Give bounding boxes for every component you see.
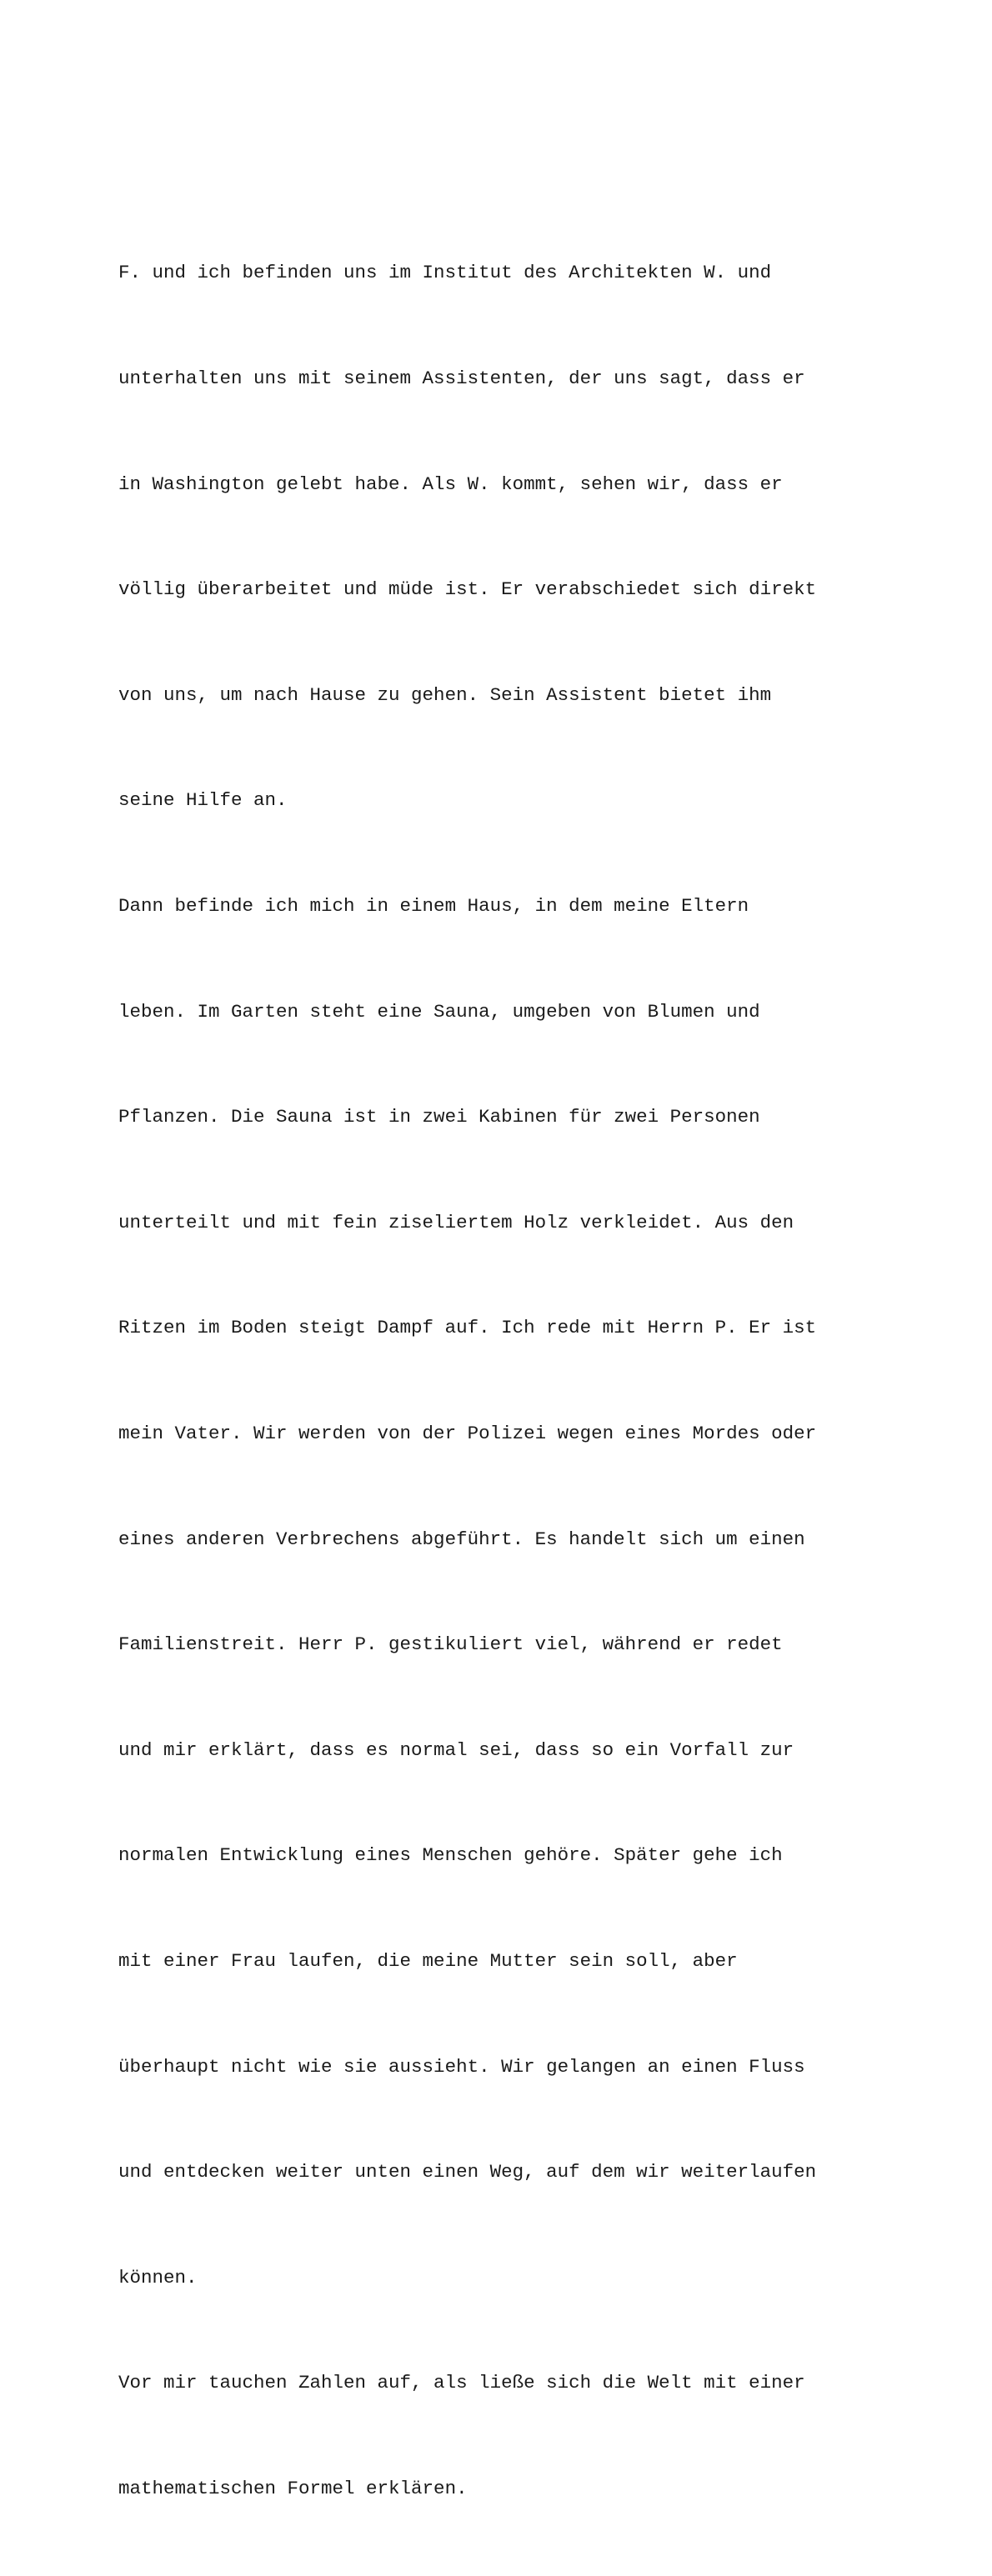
text-line: seine Hilfe an. (118, 789, 288, 812)
text-line: von uns, um nach Hause zu gehen. Sein Assistent bietet ihm (118, 683, 772, 706)
text-line: Pflanzen. Die Sauna ist in zwei Kabinen für zwei Personen (118, 1106, 760, 1128)
text-line: normalen Entwicklung eines Menschen gehöre. Später gehe ich (118, 1844, 783, 1867)
text-line: unterhalten uns mit seinem Assistenten, der uns sagt, dass er (118, 368, 805, 389)
text-line: und entdecken weiter unten einen Weg, auf dem wir weiterlaufen (118, 2161, 817, 2183)
text-line: unterteilt und mit fein ziseliertem Holz verkleidet. Aus den (118, 1211, 794, 1233)
text-line: und mir erklärt, dass es normal sei, dass so ein Vorfall zur (118, 1738, 794, 1761)
text-line: Familienstreit. Herr P. gestikuliert viel, während er redet (118, 1633, 783, 1656)
text-line: mit einer Frau laufen, die meine Mutter sein soll, aber (118, 1949, 738, 1972)
text-line: eines anderen Verbrechens abgeführt. Es handelt sich um einen (118, 1528, 805, 1550)
text-line: F. und ich befinden uns im Institut des Architekten W. und (118, 262, 772, 284)
text-line: können. (118, 2266, 198, 2288)
text-line: mein Vater. Wir werden von der Polizei wegen eines Mordes oder (118, 1422, 817, 1444)
text-line: mathematischen Formel erklären. (118, 2477, 468, 2499)
text-line: völlig überarbeitet und müde ist. Er verabschiedet sich direkt (118, 578, 817, 601)
document-body-text (118, 185, 885, 2576)
text-line: in Washington gelebt habe. Als W. kommt, sehen wir, dass er (118, 473, 783, 495)
text-line: Vor mir tauchen Zahlen auf, als ließe sich die Welt mit einer (118, 2372, 805, 2394)
text-line: überhaupt nicht wie sie aussieht. Wir gelangen an einen Fluss (118, 2055, 805, 2078)
text-line: leben. Im Garten steht eine Sauna, umgeben von Blumen und (118, 1000, 760, 1023)
text-line: Ritzen im Boden steigt Dampf auf. Ich rede mit Herrn P. Er ist (118, 1317, 817, 1339)
text-line: Dann befinde ich mich in einem Haus, in dem meine Eltern (118, 894, 749, 917)
